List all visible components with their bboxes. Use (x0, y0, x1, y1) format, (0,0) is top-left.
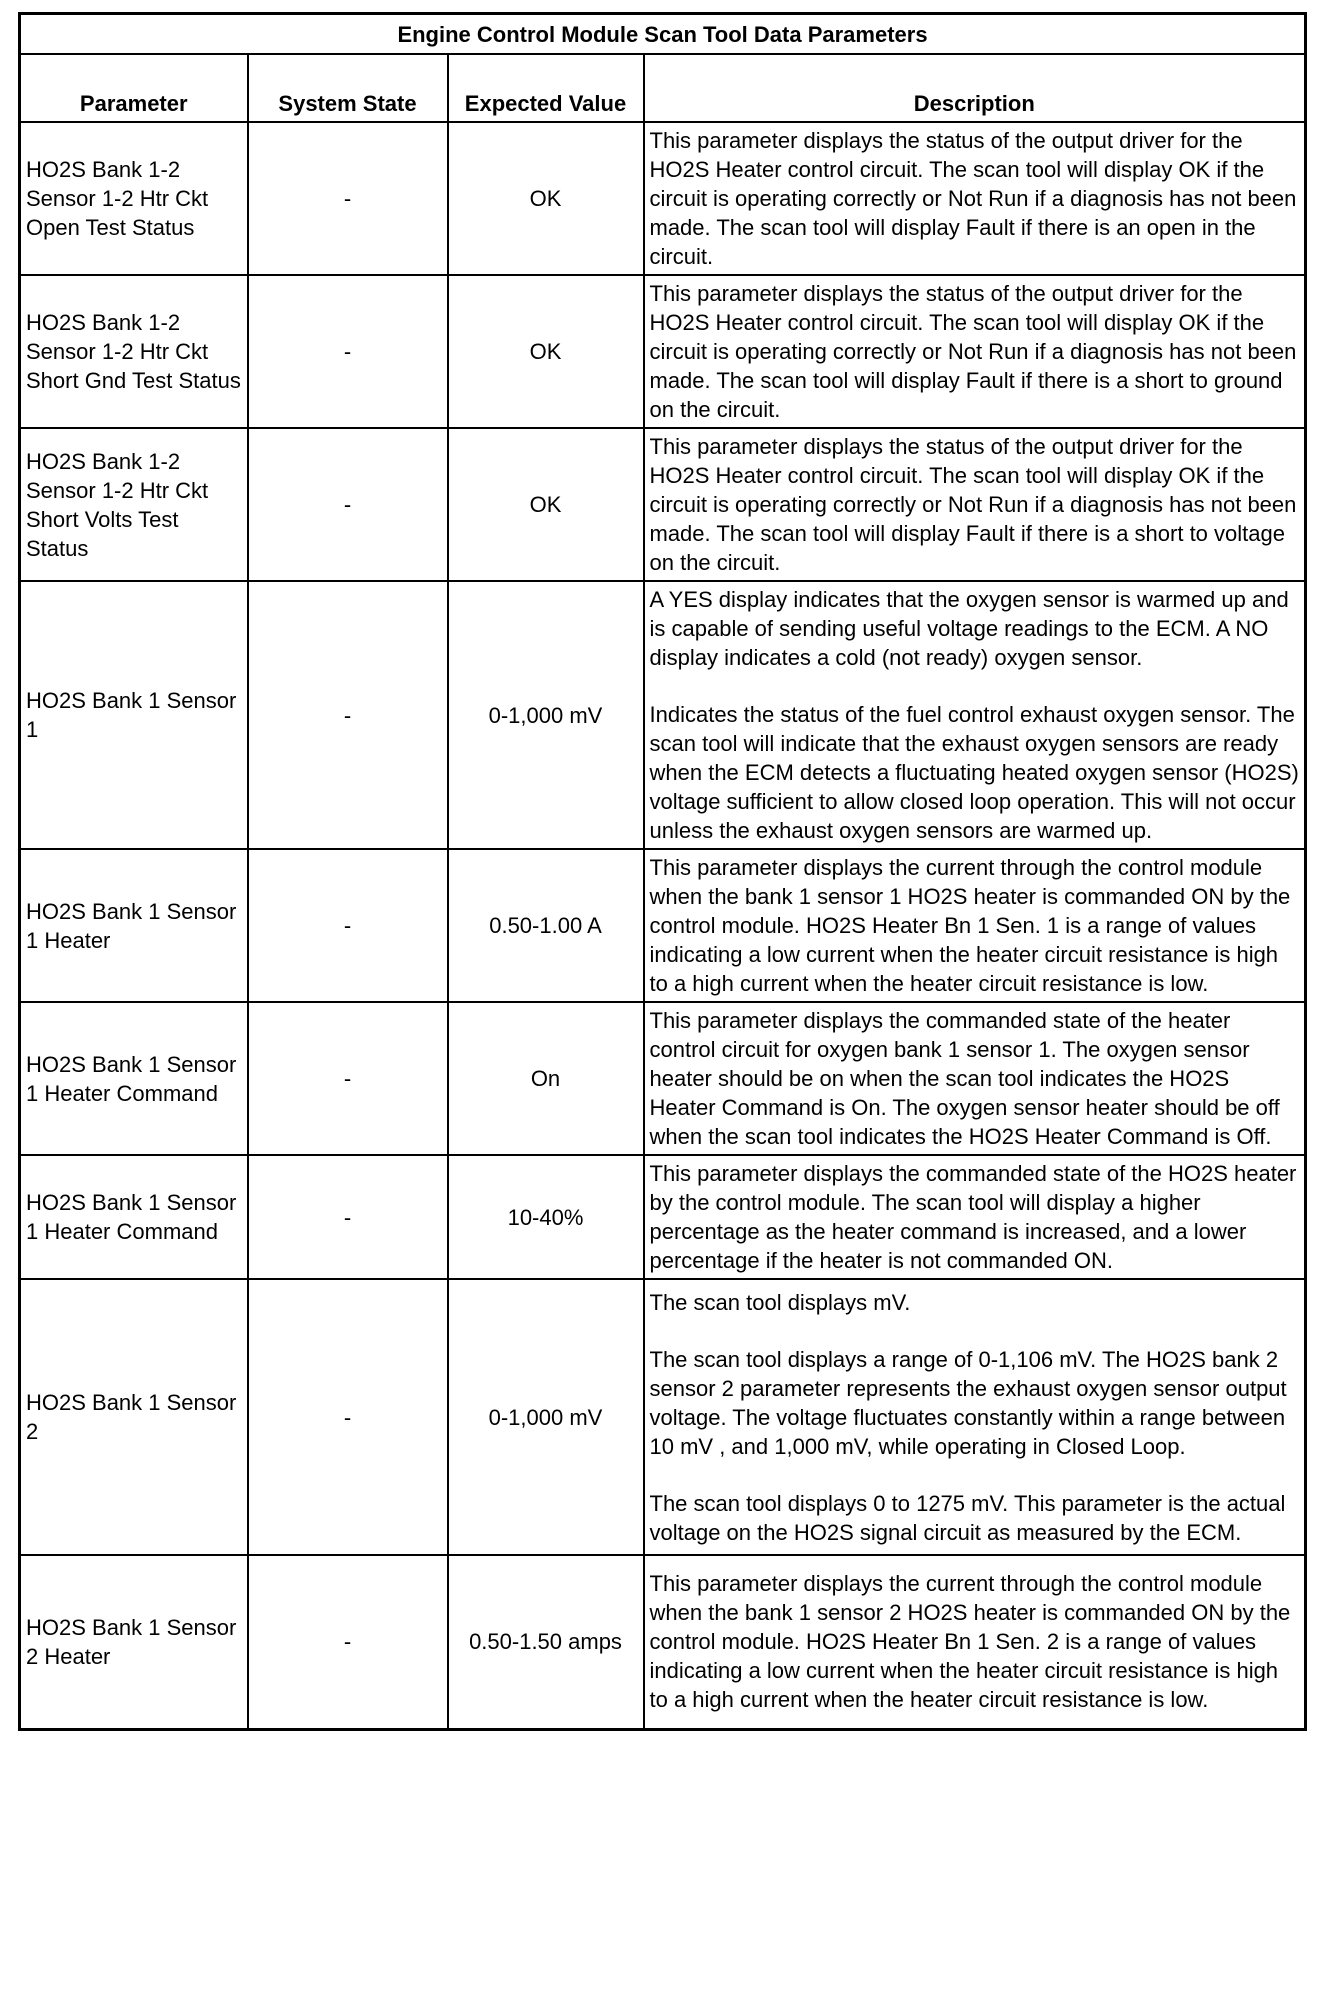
system-state-cell: - (248, 1279, 448, 1555)
expected-value-cell: 0.50-1.00 A (448, 849, 644, 1002)
description-paragraph: The scan tool displays 0 to 1275 mV. This parameter is the actual voltage on the HO2S signal circuit as measured by the ECM. (649, 1490, 1286, 1545)
table-row (20, 122, 1306, 275)
system-state-cell: - (248, 122, 448, 275)
system-state-cell: - (248, 849, 448, 1002)
column-header-system-state: System State (248, 54, 448, 122)
table-row (20, 428, 1306, 581)
description-paragraph: The scan tool displays mV. (649, 1289, 911, 1315)
description-paragraph: This parameter displays the current through the control module when the bank 1 sensor 2 HO2S heater is commanded ON by the control module. HO2S Heater Bn 1 Sen. 2 is a range of values indicating a low current when the heater circuit resistance is high to a high current when the heater circuit resistance is low. (649, 1571, 1291, 1713)
description-paragraph: Indicates the status of the fuel control exhaust oxygen sensor. The scan tool will indicate that the exhaust oxygen sensors are ready when the ECM detects a fluctuating heated oxygen sensor (HO2S) voltage sufficient to allow closed loop operation. This will not occur unless the exhaust oxygen sensors are warmed up. (649, 702, 1299, 843)
parameter-cell: HO2S Bank 1 Sensor 2 (20, 1279, 248, 1555)
description-paragraph: This parameter displays the commanded state of the heater control circuit for oxygen bank 1 sensor 1. The oxygen sensor heater should be on when the scan tool indicates the HO2S Heater Command is On. The oxygen sensor heater should be off when the scan tool indicates the HO2S Heater Command is Off. (649, 1008, 1280, 1149)
table-row (20, 1555, 1306, 1729)
expected-value-cell: OK (448, 122, 644, 275)
description-cell (644, 849, 1306, 1002)
description-cell (644, 275, 1306, 428)
table-row (20, 1279, 1306, 1555)
description-cell (644, 1555, 1306, 1729)
system-state-cell: - (248, 275, 448, 428)
expected-value-cell: 0-1,000 mV (448, 581, 644, 849)
table-row (20, 275, 1306, 428)
parameter-cell: HO2S Bank 1 Sensor 1 (20, 581, 248, 849)
description-paragraph: This parameter displays the current through the control module when the bank 1 sensor 1 HO2S heater is commanded ON by the control module. HO2S Heater Bn 1 Sen. 1 is a range of values indicating a low current when the heater circuit resistance is high to a high current when the heater circuit resistance is low. (649, 855, 1291, 996)
column-header-parameter: Parameter (20, 54, 248, 122)
description-cell (644, 122, 1306, 275)
table-row (20, 849, 1306, 1002)
description-cell (644, 1279, 1306, 1555)
description-cell (644, 428, 1306, 581)
system-state-cell: - (248, 428, 448, 581)
system-state-cell: - (248, 1555, 448, 1729)
system-state-cell: - (248, 1002, 448, 1155)
table-title: Engine Control Module Scan Tool Data Parameters (20, 14, 1306, 55)
parameter-cell: HO2S Bank 1 Sensor 1 Heater Command (20, 1002, 248, 1155)
parameter-cell: HO2S Bank 1-2 Sensor 1-2 Htr Ckt Short Volts Test Status (20, 428, 248, 581)
system-state-cell: - (248, 581, 448, 849)
expected-value-cell: 0.50-1.50 amps (448, 1555, 644, 1729)
parameter-cell: HO2S Bank 1 Sensor 2 Heater (20, 1555, 248, 1729)
expected-value-cell: On (448, 1002, 644, 1155)
expected-value-cell: OK (448, 275, 644, 428)
description-paragraph: This parameter displays the commanded state of the HO2S heater by the control module. The scan tool will display a higher percentage as the heater command is increased, and a lower percentage if the heater is not commanded ON. (649, 1161, 1297, 1273)
parameter-cell: HO2S Bank 1-2 Sensor 1-2 Htr Ckt Open Test Status (20, 122, 248, 275)
description-paragraph: This parameter displays the status of the output driver for the HO2S Heater control circuit. The scan tool will display OK if the circuit is operating correctly or Not Run if a diagnosis has not been made. The scan tool will display Fault if there is a short to ground on the circuit. (649, 281, 1297, 422)
expected-value-cell: 10-40% (448, 1155, 644, 1279)
expected-value-cell: 0-1,000 mV (448, 1279, 644, 1555)
description-paragraph: A YES display indicates that the oxygen sensor is warmed up and is capable of sending useful voltage readings to the ECM. A NO display indicates a cold (not ready) oxygen sensor. (649, 587, 1289, 670)
description-paragraph: This parameter displays the status of the output driver for the HO2S Heater control circuit. The scan tool will display OK if the circuit is operating correctly or Not Run if a diagnosis has not been made. The scan tool will display Fault if there is an open in the circuit. (649, 128, 1297, 269)
parameter-cell: HO2S Bank 1-2 Sensor 1-2 Htr Ckt Short Gnd Test Status (20, 275, 248, 428)
description-cell (644, 1155, 1306, 1279)
scan-tool-parameters-table (18, 12, 1307, 1731)
parameter-cell: HO2S Bank 1 Sensor 1 Heater (20, 849, 248, 1002)
description-paragraph: The scan tool displays a range of 0-1,106 mV. The HO2S bank 2 sensor 2 parameter represents the exhaust oxygen sensor output voltage. The voltage fluctuates constantly within a range between 10 mV , and 1,000 mV, while operating in Closed Loop. (649, 1346, 1287, 1459)
table-row (20, 1002, 1306, 1155)
expected-value-cell: OK (448, 428, 644, 581)
system-state-cell: - (248, 1155, 448, 1279)
parameter-cell: HO2S Bank 1 Sensor 1 Heater Command (20, 1155, 248, 1279)
table-row (20, 1155, 1306, 1279)
description-cell (644, 581, 1306, 849)
description-cell (644, 1002, 1306, 1155)
column-header-description: Description (644, 54, 1306, 122)
column-header-row (20, 54, 1306, 122)
description-paragraph: This parameter displays the status of the output driver for the HO2S Heater control circuit. The scan tool will display OK if the circuit is operating correctly or Not Run if a diagnosis has not been made. The scan tool will display Fault if there is a short to voltage on the circuit. (649, 434, 1297, 575)
column-header-expected-value: Expected Value (448, 54, 644, 122)
table-row (20, 581, 1306, 849)
